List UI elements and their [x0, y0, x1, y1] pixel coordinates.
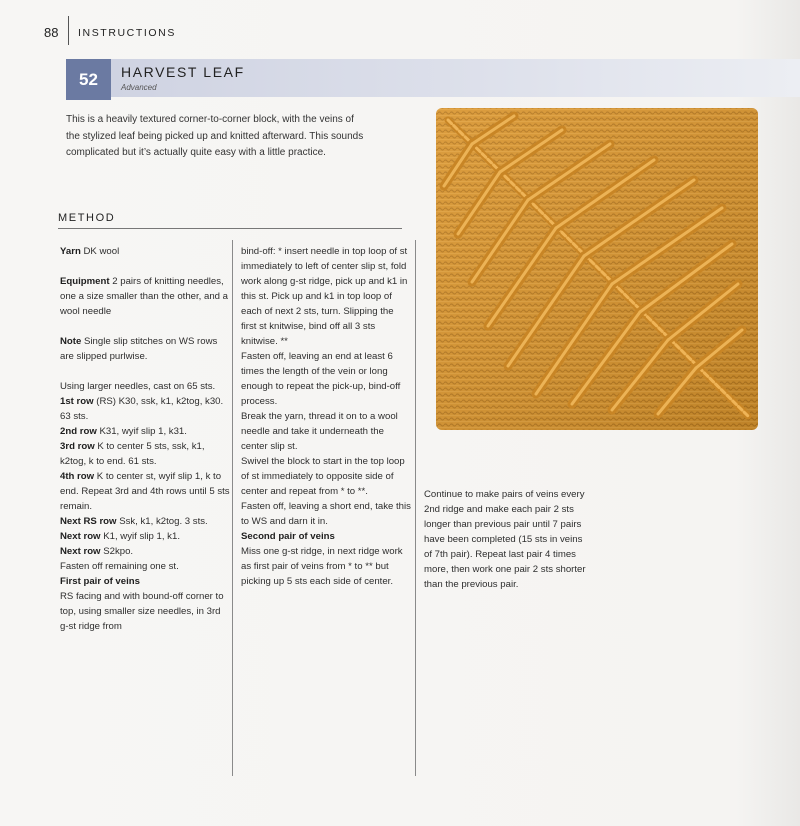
knitted-leaf-swatch-photo	[432, 104, 762, 434]
next-rs-row: Next RS row Ssk, k1, k2tog. 3 sts.	[60, 516, 208, 527]
cast-on-line: Using larger needles, cast on 65 sts.	[60, 381, 216, 392]
col2-para-3: Break the yarn, thread it on to a wool needle and take it underneath the center slip st.	[241, 411, 398, 452]
row-4: 4th row K to center st, wyif slip 1, k to end. Repeat 3rd and 4th rows until 5 sts remain.	[60, 471, 230, 512]
fasten-off-line: Fasten off remaining one st.	[60, 561, 179, 572]
first-pair-text: RS facing and with bound-off corner to top, using smaller size needles, in 3rd g-st ridge from	[60, 591, 224, 632]
second-pair-text: Miss one g-st ridge, in next ridge work as first pair of veins from * to ** but picking up 5 sts each side of center.	[241, 546, 403, 587]
column-rule-1	[232, 240, 233, 776]
second-pair-heading: Second pair of veins	[241, 531, 335, 542]
instructions-column-1	[60, 244, 230, 634]
pattern-number: 52	[66, 59, 111, 100]
section-title: INSTRUCTIONS	[78, 27, 176, 39]
row-1: 1st row (RS) K30, ssk, k1, k2tog, k30. 63 sts.	[60, 396, 224, 422]
column-rule-2	[415, 240, 416, 776]
next-row-1: Next row K1, wyif slip 1, k1.	[60, 531, 180, 542]
yarn-line: Yarn DK wool	[60, 246, 120, 257]
row-3: 3rd row K to center 5 sts, ssk, k1, k2tog, k to end. 61 sts.	[60, 441, 205, 467]
method-rule	[58, 228, 402, 229]
page-number: 88	[44, 25, 59, 40]
row-2: 2nd row K31, wyif slip 1, k31.	[60, 426, 187, 437]
first-pair-heading: First pair of veins	[60, 576, 140, 587]
equipment-line: Equipment 2 pairs of knitting needles, one a size smaller than the other, and a wool needle	[60, 276, 228, 317]
note-line: Note Single slip stitches on WS rows are slipped purlwise.	[60, 336, 218, 362]
pattern-title: HARVEST LEAF	[121, 64, 245, 80]
intro-paragraph: This is a heavily textured corner-to-corner block, with the veins of the stylized leaf being picked up and knitted afterward. This sounds complicated but it’s actually quite easy with a little practice.	[66, 114, 364, 158]
col2-para-5: Fasten off, leaving a short end, take this to WS and darn it in.	[241, 501, 411, 527]
col2-para-2: Fasten off, leaving an end at least 6 times the length of the vein or long enough to repeat the pick-up, bind-off process.	[241, 351, 401, 407]
col3-para: Continue to make pairs of veins every 2nd ridge and make each pair 2 sts longer than previous pair until 7 pairs have been completed (15 sts in veins of 7th pair). Repeat last pair 4 times more, then work one pair 2 sts shorter than the previous pair.	[424, 489, 586, 590]
difficulty-level: Advanced	[121, 83, 157, 92]
next-row-2: Next row S2kpo.	[60, 546, 134, 557]
header-divider	[68, 16, 69, 45]
col2-para-1: bind-off: * insert needle in top loop of st immediately to left of center slip st, fold work along g-st ridge, pick up and k1 in this st. Pick up and k1 in top loop of each of next 2 sts, turn. Slipping the first st knitwise, bind off all 3 sts knitwise. **	[241, 246, 408, 347]
col2-para-4: Swivel the block to start in the top loop of st immediately to opposite side of center and repeat from * to **.	[241, 456, 405, 497]
instructions-column-2	[241, 244, 411, 589]
instructions-column-3	[424, 487, 592, 592]
method-heading: METHOD	[58, 212, 116, 224]
